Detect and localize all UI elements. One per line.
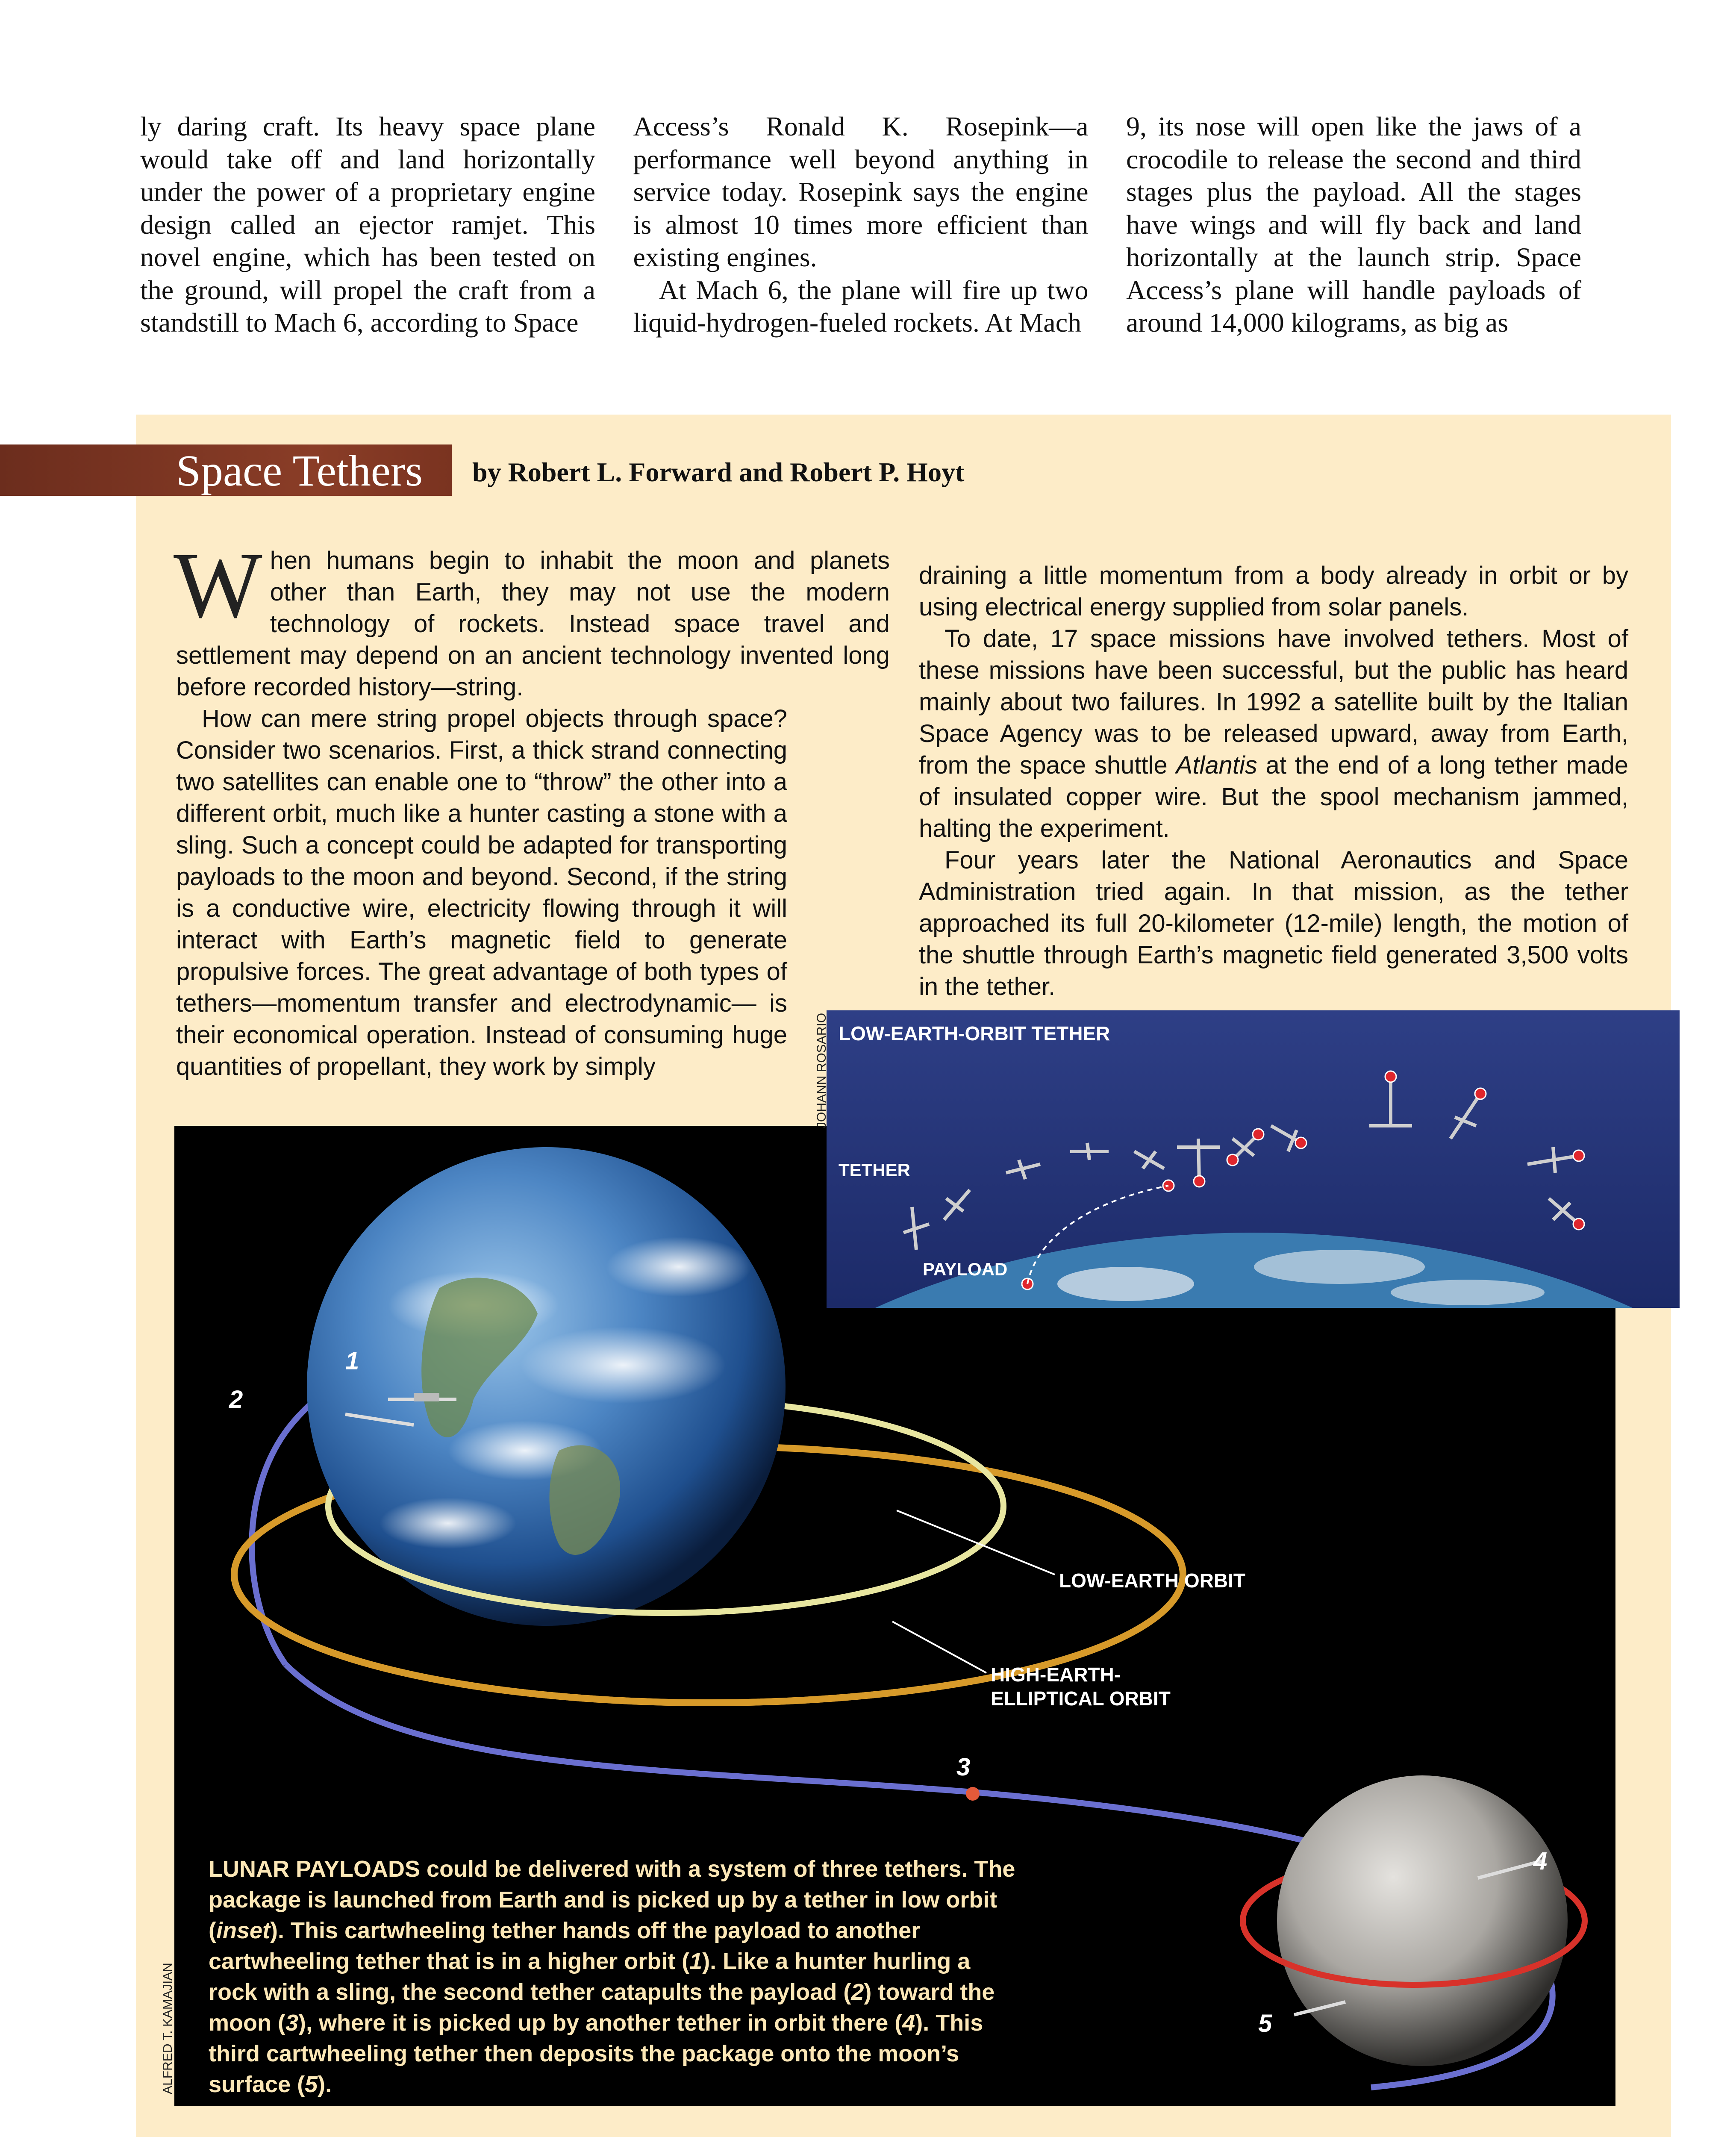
- sidebar-para-1: [174, 533, 890, 703]
- top-column-2: [633, 110, 1089, 350]
- top-column-2-para-2: At Mach 6, the plane will fire up two liquid-hydrogen-fueled rockets. At Mach: [633, 274, 1089, 338]
- caption-part-a: could be delivered with a system of three tethers. The package is launched from Earth and is picked up by a tether in low orbit (: [209, 1856, 1015, 1943]
- credit-johann-rosario: JOHANN ROSARIO: [815, 1013, 829, 1128]
- sidebar-right-column: [919, 560, 1628, 1003]
- payload-dot: [966, 1787, 980, 1801]
- step-number-3: 3: [956, 1753, 971, 1781]
- caption-ref-3: 3: [285, 2010, 299, 2036]
- inset-title: LOW-EARTH-ORBIT TETHER: [839, 1022, 1110, 1045]
- caption-ref-2: 2: [851, 1979, 864, 2005]
- caption-part-f: ). This third cartwheeling tether then deposits the package onto the moon’s surface (: [209, 2010, 983, 2097]
- caption-ref-5: 5: [305, 2072, 318, 2097]
- drop-cap: W: [174, 533, 262, 637]
- caption-lead: LUNAR PAYLOADS: [209, 1856, 421, 1882]
- step-number-4: 4: [1533, 1847, 1548, 1875]
- top-column-2-para-1: Access’s Ronald K. Rosepink—a performance well beyond anything in service today. Rosepink says the engine is almost 10 times more efficient than existing engines.: [633, 111, 1089, 272]
- caption-part-e: ), where it is picked up by another tether in orbit there (: [298, 2010, 903, 2036]
- sidebar-title: Space Tethers: [176, 446, 423, 495]
- step-number-5: 5: [1258, 2010, 1272, 2037]
- caption-part-g: ).: [318, 2072, 332, 2097]
- sidebar-right-para-2-a: To date, 17 space missions have involved tethers. Most of these missions have been successful, but the public has heard mainly about two failures. In 1992 a satellite built by the Italian Space Agency was to be released upward, away from Earth, from the space shuttle: [919, 625, 1628, 779]
- heo-label-line-1: HIGH-EARTH-: [991, 1663, 1121, 1686]
- sidebar-para-1-text: hen humans begin to inhabit the moon and planets other than Earth, they may not use the modern technology of rockets. Instead space travel and settlement may depend on an ancient technology invented long before recorded history—string.: [176, 547, 890, 701]
- shuttle-name: Atlantis: [1176, 751, 1257, 779]
- step-number-1: 1: [345, 1347, 359, 1375]
- top-column-3-text: 9, its nose will open like the jaws of a crocodile to release the second and third stages plus the payload. All the stages have wings and will fly back and land horizontally at the launch strip. Space Access’s plane will handle payloads of around 14,000 kilograms, as big as: [1126, 111, 1581, 338]
- top-column-3: [1126, 110, 1581, 350]
- moon: [1277, 1775, 1568, 2066]
- sidebar-para-2: How can mere string propel objects through space? Consider two scenarios. First, a thick strand connecting two satellites can enable one to “throw” the other into a different orbit, much like a hunter casting a stone with a sling. Such a concept could be adapted for transporting payloads to the moon and beyond. Second, if the string is a conductive wire, electricity flowing through it will interact with Earth’s magnetic field to generate propulsive forces. The great advantage of both types of tethers—momentum transfer and electrodynamic— is their economical operation. Instead of consuming huge quantities of propellant, they work by simply: [176, 705, 787, 1080]
- caption-part-d: ) toward the moon (: [209, 1979, 995, 2036]
- low-earth-orbit-tether-inset: [827, 1010, 1680, 1308]
- caption-ref-4: 4: [902, 2010, 915, 2036]
- sidebar-right-para-1: draining a little momentum from a body already in orbit or by using electrical energy supplied from solar panels.: [919, 562, 1628, 621]
- caption-part-c: ). Like a hunter hurling a rock with a sling, the second tether catapults the payload (: [209, 1949, 971, 2005]
- sidebar-right-para-3: Four years later the National Aeronautics and Space Administration tried again. In that mission, as the tether approached its full 20-kilometer (12-mile) length, the motion of the shuttle through Earth’s magnetic field generated 3,500 volts in the tether.: [919, 846, 1628, 1001]
- caption-inset-word: inset: [216, 1918, 271, 1943]
- step-number-2: 2: [229, 1386, 243, 1413]
- article-top-columns: [140, 110, 1581, 350]
- payload-label: PAYLOAD: [923, 1259, 1008, 1279]
- sidebar-left-column: [174, 533, 890, 1083]
- tether-label: TETHER: [839, 1160, 910, 1180]
- figure-caption: [209, 1854, 1021, 2100]
- heo-label-line-2: ELLIPTICAL ORBIT: [991, 1687, 1171, 1710]
- top-column-1: [140, 110, 595, 350]
- leo-label: LOW-EARTH ORBIT: [1059, 1569, 1246, 1592]
- caption-part-b: ). This cartwheeling tether hands off the payload to another cartwheeling tether that is in a higher orbit (: [209, 1918, 921, 1974]
- caption-ref-1: 1: [689, 1949, 703, 1974]
- credit-alfred-kamajian: ALFRED T. KAMAJIAN: [161, 1963, 175, 2094]
- sidebar-right-para-2: [919, 623, 1628, 845]
- top-column-1-text: ly daring craft. Its heavy space plane would take off and land horizontally under the power of a proprietary engine design called an ejector ramjet. This novel engine, which has been tested on the ground, will propel the craft from a standstill to Mach 6, according to Space: [140, 111, 595, 338]
- inset-svg: [827, 1010, 1680, 1308]
- sidebar-right-para-2-b: at the end of a long tether made of insulated copper wire. But the spool mechanism jammed, halting the experiment.: [919, 751, 1628, 842]
- sidebar-byline: by Robert L. Forward and Robert P. Hoyt: [472, 457, 965, 487]
